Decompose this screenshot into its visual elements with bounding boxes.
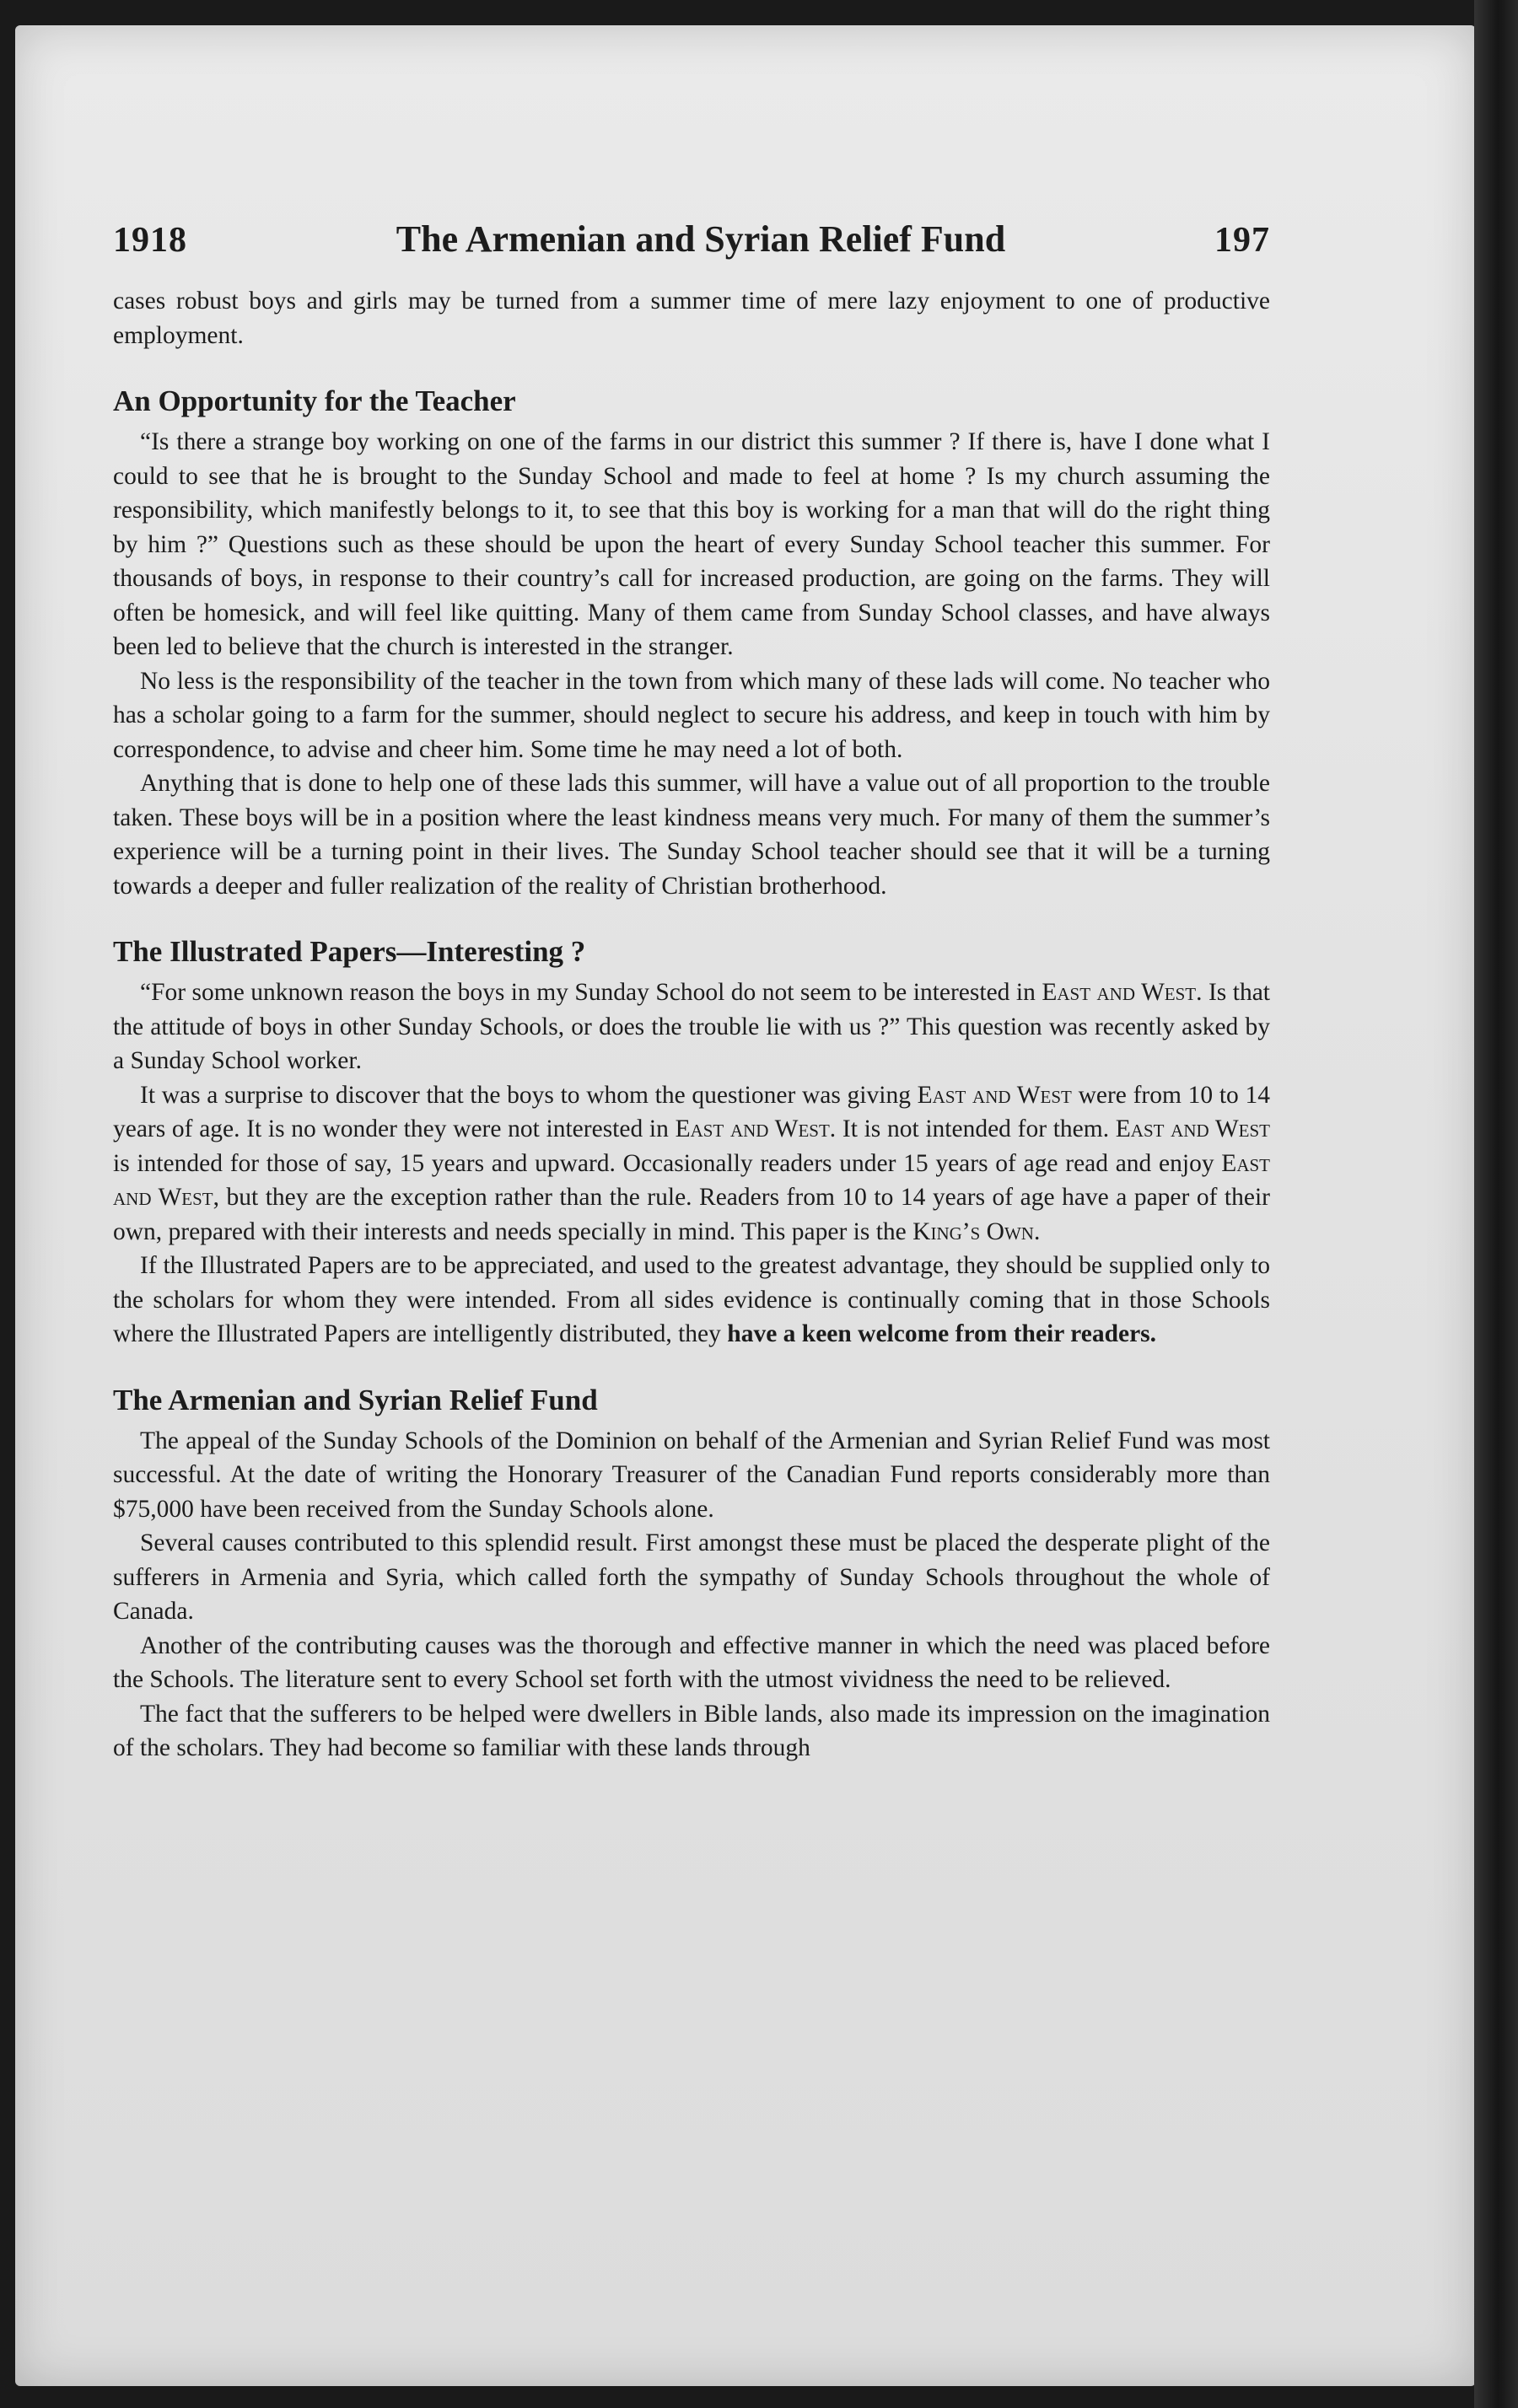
relief-paragraph-4: The fact that the sufferers to be helped were dwellers in Bible lands, also made its impression on the imagination of the scholars. They had become so familiar with these lands through [113,1700,1270,1761]
intro-paragraph: cases robust boys and girls may be turned from a summer time of mere lazy enjoyment to one of productive employment. [113,288,1270,349]
book-edge [1474,0,1518,2408]
text-run: were from 10 to 14 years of age. It is no wonder they were not interested in [113,1081,1270,1142]
header-year: 1918 [113,221,187,260]
text-run: is intended for those of say, 15 years and upward. Occasionally readers under 15 years of age read and enjoy [113,1149,1222,1177]
text-run: , but they are the exception rather than the rule. Readers from 10 to 14 years of age have a paper of their own, prepared with their interests and needs specially in mind. This paper is the [113,1184,1270,1245]
teacher-paragraph-3: Anything that is done to help one of these lads this summer, will have a value out of all proportion to the trouble taken. These boys will be in a position where the least kindness means very much. For many of them the summer’s experience will be a turning point in their lives. The Sunday School teacher should see that it will be a turning towards a deeper and fuller realization of the reality of Christian brotherhood. [113,770,1270,900]
publication-name: East and West [1042,979,1197,1006]
papers-paragraph-3 [113,1249,1270,1352]
publication-name: King’s Own [912,1217,1034,1245]
relief-paragraph-1: The appeal of the Sunday Schools of the Dominion on behalf of the Armenian and Syrian Relief Fund was most successful. At the date of writing the Honorary Treasurer of the Canadian Fund reports considerably more than $75,000 have been received from the Sunday Schools alone. [113,1427,1270,1523]
teacher-paragraph-2: No less is the responsibility of the teacher in the town from which many of these lads will come. No teacher who has a scholar going to a farm for the summer, should neglect to secure his address, and keep in touch with him by correspondence, to advise and cheer him. Some time he may need a lot of both. [113,667,1270,763]
papers-paragraph-1 [113,976,1270,1078]
papers-paragraph-2 [113,1078,1270,1250]
section-heading-relief: The Armenian and Syrian Relief Fund [113,1383,598,1416]
text-run: “For some unknown reason the boys in my Sunday School do not seem to be interested in [140,979,1042,1006]
page-number: 197 [1214,221,1270,260]
header-title: The Armenian and Syrian Relief Fund [396,218,1006,260]
relief-paragraph-3: Another of the contributing causes was the thorough and effective manner in which the need was placed before the Schools. The literature sent to every School set forth with the utmost vividness the need to be relieved. [113,1631,1270,1693]
publication-name: East and West [675,1115,830,1142]
section-heading-papers: The Illustrated Papers—Interesting ? [113,935,586,968]
emphasis-text: have a keen welcome from their readers. [727,1320,1157,1347]
publication-name: East and West [1115,1115,1271,1142]
page-content [113,218,1270,1766]
publication-name: East and West [917,1081,1072,1109]
section-heading-teacher: An Opportunity for the Teacher [113,384,516,417]
text-run: If the Illustrated Papers are to be appreciated, and used to the greatest advantage, they should be supplied only to the scholars for whom they were intended. From all sides evidence is continually coming that in those Schools where the Illustrated Papers are intelligently distributed, they [113,1252,1270,1347]
text-run: It was a surprise to discover that the boys to whom the questioner was giving [140,1081,918,1109]
relief-paragraph-2: Several causes contributed to this splendid result. First amongst these must be placed the desperate plight of the sufferers in Armenia and Syria, which called forth the sympathy of Sunday Schools throughout the whole of Canada. [113,1529,1270,1625]
text-run: . [1033,1217,1041,1245]
text-run: . Is that the attitude of boys in other Sunday Schools, or does the trouble lie with us ?” This question was recently asked by a Sunday School worker. [113,979,1270,1074]
running-head [113,218,1270,261]
teacher-paragraph-1: “Is there a strange boy working on one of the farms in our district this summer ? If there is, have I done what I could to see that he is brought to the Sunday School and made to feel at home ? Is my church assuming the responsibility, which manifestly belongs to it, to see that this boy is working for a man that will do the right thing by him ?” Questions such as these should be upon the heart of every Sunday School teacher this summer. For thousands of boys, in response to their country’s call for increased production, are going on the farms. They will often be homesick, and will feel like quitting. Many of them came from Sunday School classes, and have always been led to believe that the church is interested in the stranger. [113,428,1270,660]
publication-name: East and West [113,1149,1270,1211]
text-run: . It is not intended for them. [829,1115,1116,1142]
